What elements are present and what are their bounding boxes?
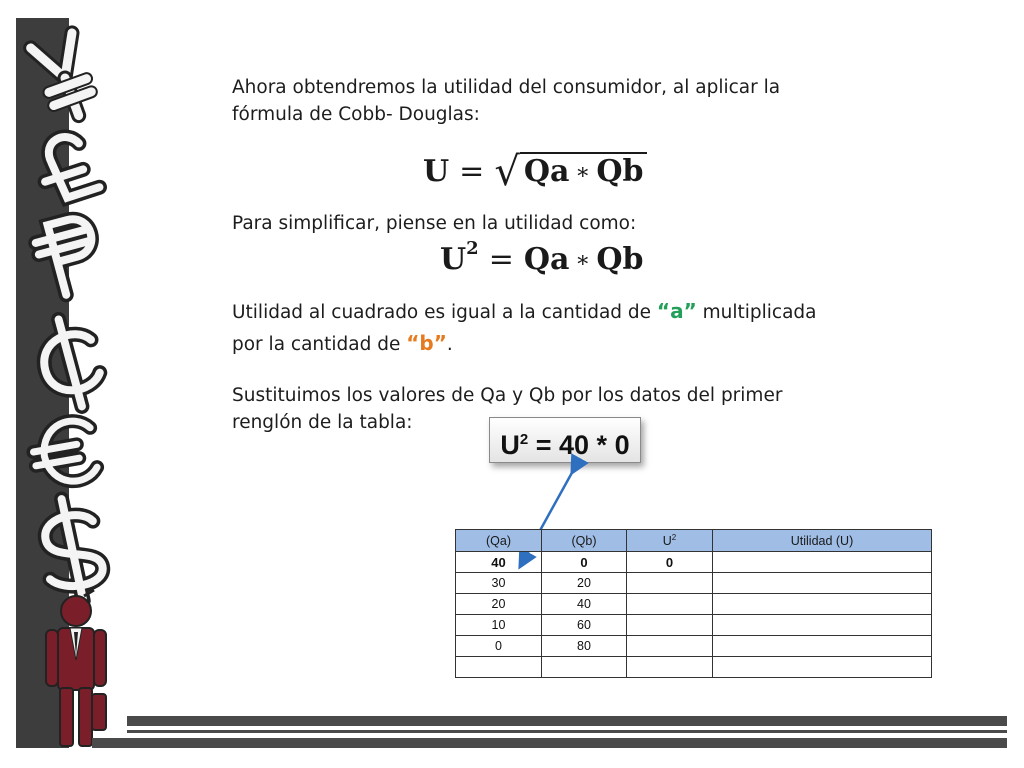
cell-u2 — [627, 594, 713, 615]
explanation-text-2: multiplicada por la cantidad de — [232, 302, 817, 355]
callout-lhs: U — [500, 430, 520, 460]
formula2-equals: = — [488, 242, 514, 277]
cell-qa: 40 — [456, 552, 542, 573]
explanation-text-1: Utilidad al cuadrado es igual a la cantidad de — [232, 302, 657, 323]
formula-equals: = — [459, 154, 485, 189]
cell-u2 — [627, 573, 713, 594]
cell-qa: 10 — [456, 615, 542, 636]
simplify-paragraph: Para simplificar, piense en la utilidad como: — [232, 213, 637, 234]
formula-operator: ∗ — [575, 160, 591, 185]
formula2-lhs: U — [440, 242, 467, 277]
cell-qb — [542, 657, 627, 678]
intro-paragraph: Ahora obtendremos la utilidad del consumidor, al aplicar la fórmula de Cobb- Douglas: — [232, 77, 781, 125]
cell-utility — [713, 657, 932, 678]
header-u2-exponent: 2 — [671, 532, 677, 542]
header-qa: (Qa) — [456, 530, 542, 552]
table-row — [456, 615, 932, 636]
table-row — [456, 636, 932, 657]
table-row — [456, 594, 932, 615]
cell-u2 — [627, 615, 713, 636]
cell-qb: 0 — [542, 552, 627, 573]
cell-qb: 60 — [542, 615, 627, 636]
cell-qb: 40 — [542, 594, 627, 615]
formula-qa: Qa — [523, 154, 570, 189]
callout-exponent: 2 — [519, 431, 529, 448]
cell-u2 — [627, 636, 713, 657]
header-u2 — [627, 530, 713, 552]
substitute-paragraph: Sustituimos los valores de Qa y Qb por los datos del primer renglón de la tabla: — [232, 385, 783, 433]
header-utility: Utilidad (U) — [713, 530, 932, 552]
cell-u2 — [627, 657, 713, 678]
cell-qa: 20 — [456, 594, 542, 615]
callout-expression: = 40 * 0 — [528, 430, 630, 460]
utility-table — [455, 529, 932, 678]
cell-qb: 20 — [542, 573, 627, 594]
table-row — [456, 552, 932, 573]
cell-utility — [713, 636, 932, 657]
cell-utility — [713, 615, 932, 636]
cell-qb: 80 — [542, 636, 627, 657]
cell-qa: 0 — [456, 636, 542, 657]
explanation-text-3: . — [446, 334, 453, 355]
header-u2-base: U — [662, 534, 672, 549]
formula2-operator: ∗ — [575, 248, 591, 273]
header-qb: (Qb) — [542, 530, 627, 552]
formula-lhs: U — [423, 154, 450, 189]
quantity-a-label: “a” — [656, 299, 697, 323]
cell-u2: 0 — [627, 552, 713, 573]
quantity-b-label: “b” — [406, 331, 447, 355]
formula2-exponent: 2 — [466, 238, 479, 259]
formula2-qb: Qb — [596, 242, 644, 277]
cell-qa: 30 — [456, 573, 542, 594]
table-row — [456, 657, 932, 678]
sqrt-icon: √ — [494, 149, 520, 195]
cell-utility — [713, 594, 932, 615]
formula-qb: Qb — [596, 154, 644, 189]
table-header-row — [456, 530, 932, 552]
cell-utility — [713, 552, 932, 573]
table-row — [456, 573, 932, 594]
cell-qa — [456, 657, 542, 678]
cell-utility — [713, 573, 932, 594]
formula2-qa: Qa — [523, 242, 570, 277]
